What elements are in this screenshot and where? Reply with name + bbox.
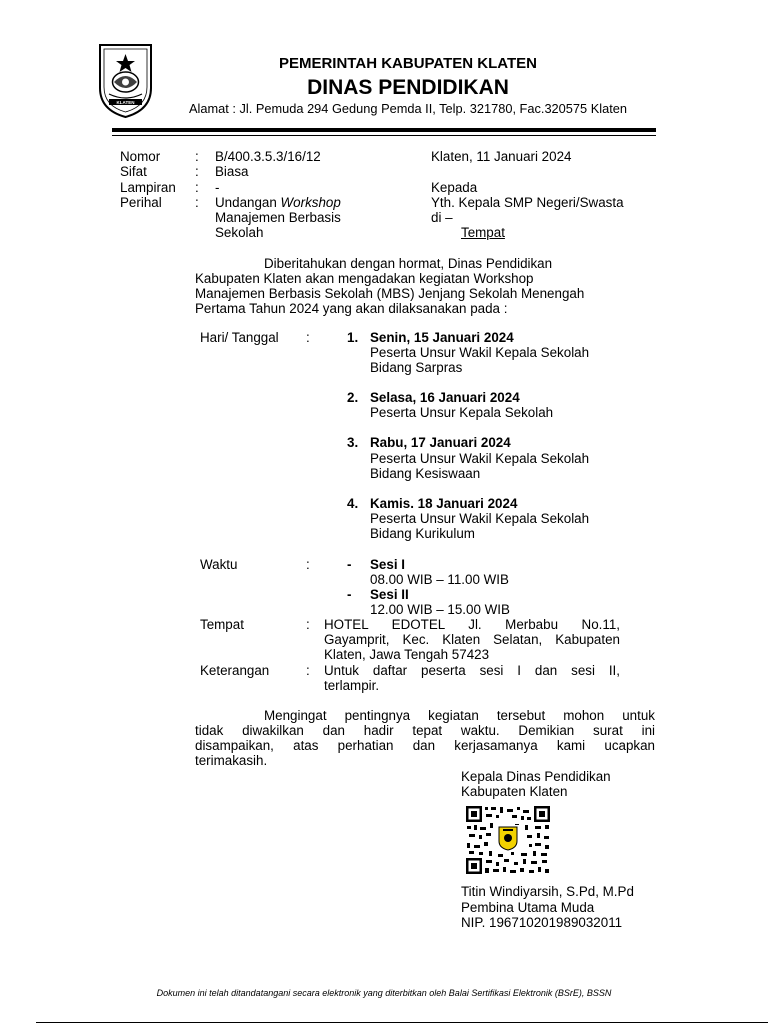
logo-text: KLATEN <box>116 100 135 105</box>
meta-label-sifat: Sifat <box>120 164 147 179</box>
keterangan-line-1: Untuk daftar peserta sesi I dan sesi II, <box>324 663 620 678</box>
tempat-line-1: HOTEL EDOTEL Jl. Merbabu No.11, <box>324 617 620 632</box>
e-signature-qr-code <box>465 805 551 875</box>
tempat-line-3: Klaten, Jawa Tengah 57423 <box>324 647 490 662</box>
recipient-tempat: Tempat <box>461 225 505 240</box>
schedule-date-1: Senin, 15 Januari 2024 <box>370 330 514 345</box>
keterangan-line-2: terlampir. <box>324 678 380 693</box>
agency-address: Alamat : Jl. Pemuda 294 Gedung Pemda II, Telp. 321780, Fac.320575 Klaten <box>189 101 627 116</box>
meta-label-nomor: Nomor <box>120 149 161 164</box>
closing-line-3: disampaikan, atas perhatian dan kerjasamanya kami ucapkan <box>195 738 655 753</box>
waktu-label: Waktu <box>200 557 238 572</box>
government-heading: PEMERINTAH KABUPATEN KLATEN <box>278 55 538 72</box>
perihal-italic-word: Workshop <box>280 195 341 210</box>
session-dash-1: - <box>347 557 352 572</box>
meta-value-perihal-line3: Sekolah <box>215 225 264 240</box>
meta-value-perihal-line1 <box>215 195 341 210</box>
schedule-detail-3b: Bidang Kesiswaan <box>370 466 481 481</box>
letterhead-divider-thick <box>112 128 656 132</box>
recipient-kepada: Kepada <box>431 180 478 195</box>
closing-line-2: tidak diwakilkan dan hadir tepat waktu. Demikian surat ini <box>195 723 655 738</box>
session-time-1: 08.00 WIB – 11.00 WIB <box>370 572 509 587</box>
intro-line-1: Diberitahukan dengan hormat, Dinas Pendidikan <box>264 256 553 271</box>
signer-title-2: Kabupaten Klaten <box>461 784 568 799</box>
schedule-detail-4b: Bidang Kurikulum <box>370 526 475 541</box>
schedule-detail-3a: Peserta Unsur Wakil Kepala Sekolah <box>370 451 590 466</box>
meta-label-lampiran: Lampiran <box>120 180 176 195</box>
recipient-yth: Yth. Kepala SMP Negeri/Swasta <box>431 195 624 210</box>
tempat-label: Tempat <box>200 617 244 632</box>
meta-colon: : <box>195 164 199 179</box>
schedule-detail-1a: Peserta Unsur Wakil Kepala Sekolah <box>370 345 590 360</box>
schedule-date-4: Kamis. 18 Januari 2024 <box>370 496 518 511</box>
session-dash-2: - <box>347 587 352 602</box>
schedule-label: Hari/ Tanggal <box>200 330 279 345</box>
intro-line-4: Pertama Tahun 2024 yang akan dilaksanakan pada : <box>195 301 508 316</box>
tempat-line-2: Gayamprit, Kec. Klaten Selatan, Kabupaten <box>324 632 620 647</box>
intro-line-3: Manajemen Berbasis Sekolah (MBS) Jenjang Sekolah Menengah <box>195 286 585 301</box>
keterangan-colon: : <box>306 663 310 678</box>
keterangan-label: Keterangan <box>200 663 270 678</box>
session-name-1: Sesi I <box>370 557 405 572</box>
closing-line-4: terimakasih. <box>195 753 268 768</box>
intro-line-2: Kabupaten Klaten akan mengadakan kegiatan Workshop <box>195 271 534 286</box>
signer-title-1: Kepala Dinas Pendidikan <box>461 769 611 784</box>
session-name-2: Sesi II <box>370 587 409 602</box>
meta-value-sifat: Biasa <box>215 164 249 179</box>
signer-rank: Pembina Utama Muda <box>461 900 595 915</box>
e-signature-footer-note: Dokumen ini telah ditandatangani secara elektronik yang diterbitkan oleh Balai Sertifikasi Elektronik (BSrE), BSSN <box>156 988 612 998</box>
page-bottom-rule <box>36 1022 768 1023</box>
letterhead-divider-thin <box>112 135 656 136</box>
schedule-num-1: 1. <box>347 330 359 345</box>
schedule-date-2: Selasa, 16 Januari 2024 <box>370 390 520 405</box>
schedule-colon: : <box>306 330 310 345</box>
signer-nip: NIP. 196710201989032011 <box>461 915 623 930</box>
letter-date: Klaten, 11 Januari 2024 <box>431 149 572 164</box>
schedule-detail-2a: Peserta Unsur Kepala Sekolah <box>370 405 554 420</box>
meta-value-lampiran: - <box>215 180 220 195</box>
meta-value-perihal-line2: Manajemen Berbasis <box>215 210 341 225</box>
tempat-colon: : <box>306 617 310 632</box>
agency-heading: DINAS PENDIDIKAN <box>307 76 509 99</box>
schedule-detail-4a: Peserta Unsur Wakil Kepala Sekolah <box>370 511 590 526</box>
klaten-regency-crest-logo <box>97 42 154 119</box>
schedule-detail-1b: Bidang Sarpras <box>370 360 463 375</box>
schedule-num-3: 3. <box>347 435 359 450</box>
meta-colon: : <box>195 195 199 210</box>
closing-line-1: Mengingat pentingnya kegiatan tersebut mohon untuk <box>264 708 655 723</box>
perihal-text: Undangan <box>215 195 281 210</box>
schedule-num-4: 4. <box>347 496 359 511</box>
meta-value-nomor: B/400.3.5.3/16/12 <box>215 149 321 164</box>
meta-label-perihal: Perihal <box>120 195 162 210</box>
recipient-di: di – <box>431 210 453 225</box>
schedule-date-3: Rabu, 17 Januari 2024 <box>370 435 511 450</box>
signer-name: Titin Windiyarsih, S.Pd, M.Pd <box>461 884 634 899</box>
meta-colon: : <box>195 149 199 164</box>
session-time-2: 12.00 WIB – 15.00 WIB <box>370 602 510 617</box>
schedule-num-2: 2. <box>347 390 359 405</box>
meta-colon: : <box>195 180 199 195</box>
waktu-colon: : <box>306 557 310 572</box>
